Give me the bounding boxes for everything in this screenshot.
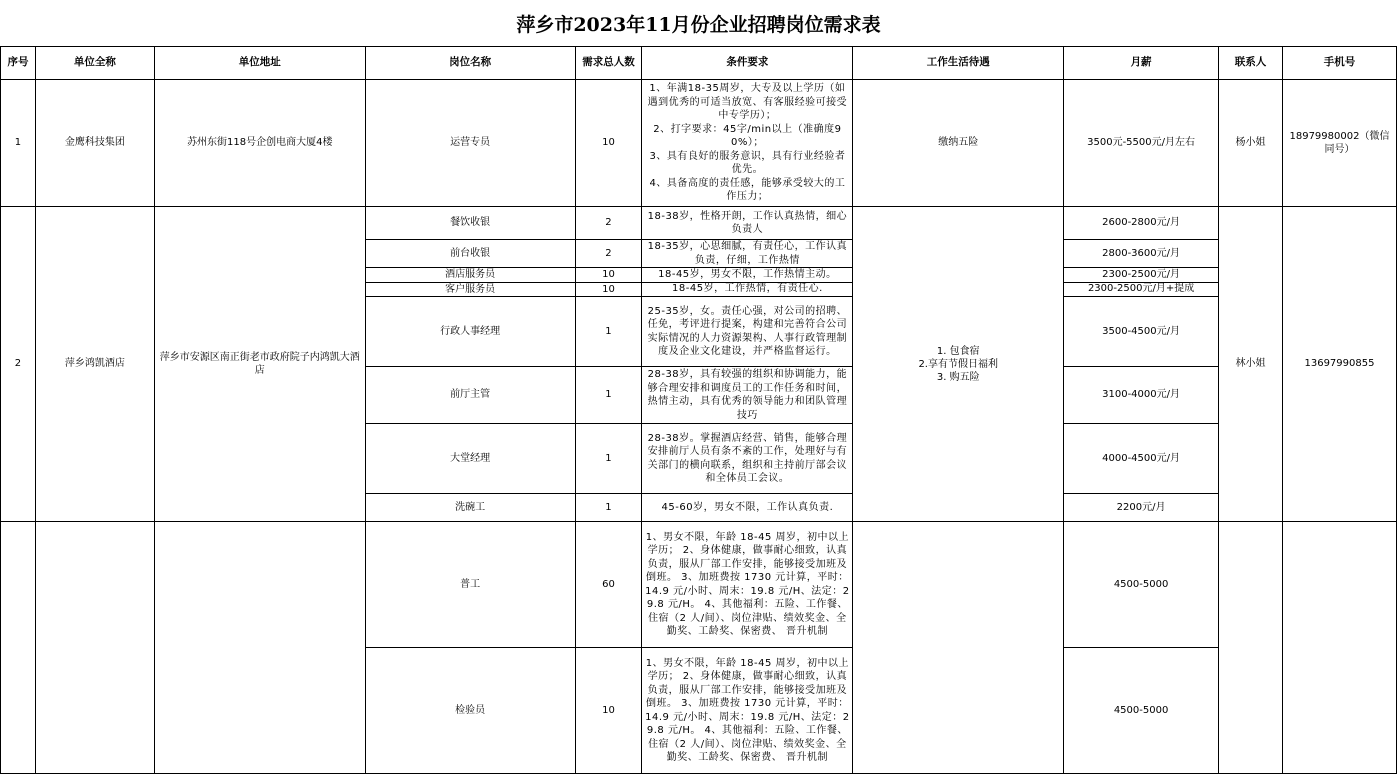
header-row bbox=[1, 47, 1397, 80]
cell-count[interactable]: 1 bbox=[575, 367, 642, 424]
cell-count[interactable]: 2 bbox=[575, 207, 642, 240]
cell-contact[interactable] bbox=[1219, 522, 1283, 774]
header-salary[interactable]: 月薪 bbox=[1064, 47, 1219, 80]
header-contact[interactable]: 联系人 bbox=[1219, 47, 1283, 80]
cell-company[interactable]: 金鹰科技集团 bbox=[35, 80, 154, 207]
cell-position[interactable]: 客户服务员 bbox=[365, 282, 575, 297]
welfare-line: 1. 包食宿 bbox=[936, 345, 980, 357]
header-no[interactable]: 序号 bbox=[1, 47, 36, 80]
cell-requirements[interactable]: 18-45岁，男女不限，工作热情主动。 bbox=[642, 268, 853, 283]
cell-salary[interactable]: 2600-2800元/月 bbox=[1064, 207, 1219, 240]
cell-position[interactable]: 洗碗工 bbox=[365, 494, 575, 522]
cell-count[interactable]: 2 bbox=[575, 240, 642, 268]
cell-requirements[interactable]: 45-60岁，男女不限，工作认真负责. bbox=[642, 494, 853, 522]
header-company[interactable]: 单位全称 bbox=[35, 47, 154, 80]
cell-company[interactable]: 萍乡鸿凯酒店 bbox=[35, 207, 154, 522]
cell-salary[interactable]: 2200元/月 bbox=[1064, 494, 1219, 522]
cell-requirements[interactable]: 1、男女不限，年龄 18-45 周岁，初中以上学历； 2、身体健康，做事耐心细致，认真负责，服从厂部工作安排，能够接受加班及倒班。 3、加班费按 1730 元计算，平时：14.9 元/小时、周末：19.8 元/H、法定：29.8 元/H。 4、其他福利：五险、工作餐、住宿（2 人/间）、岗位津贴、绩效奖金、全勤奖、工龄奖、保密费、 晋升机制 bbox=[642, 522, 853, 648]
cell-position[interactable]: 前厅主管 bbox=[365, 367, 575, 424]
cell-requirements[interactable]: 18-45岁，工作热情，有责任心. bbox=[642, 282, 853, 297]
cell-count[interactable]: 10 bbox=[575, 268, 642, 283]
cell-requirements[interactable]: 1、年满18-35周岁，大专及以上学历（如遇到优秀的可适当放宽、有客服经验可接受中专学历）； 2、打字要求：45字/min以上（准确度90%）； 3、具有良好的服务意识，具有行业经验者优先。 4、具备高度的责任感，能够承受较大的工作压力； bbox=[642, 80, 853, 207]
header-requirements[interactable]: 条件要求 bbox=[642, 47, 853, 80]
cell-contact[interactable]: 林小姐 bbox=[1219, 207, 1283, 522]
recruitment-table bbox=[0, 46, 1397, 774]
welfare-line: 2.享有节假日福利 bbox=[918, 358, 998, 370]
cell-count[interactable]: 1 bbox=[575, 424, 642, 494]
cell-salary[interactable]: 2800-3600元/月 bbox=[1064, 240, 1219, 268]
cell-position[interactable]: 运营专员 bbox=[365, 80, 575, 207]
cell-position[interactable]: 大堂经理 bbox=[365, 424, 575, 494]
sheet-title: 萍乡市2023年11月份企业招聘岗位需求表 bbox=[516, 13, 881, 36]
cell-position[interactable]: 普工 bbox=[365, 522, 575, 648]
cell-phone[interactable] bbox=[1282, 522, 1396, 774]
cell-address[interactable] bbox=[154, 522, 365, 774]
cell-position[interactable]: 检验员 bbox=[365, 648, 575, 774]
header-address[interactable]: 单位地址 bbox=[154, 47, 365, 80]
cell-address[interactable]: 苏州东街118号企创电商大厦4楼 bbox=[154, 80, 365, 207]
cell-requirements[interactable]: 1、男女不限，年龄 18-45 周岁，初中以上学历； 2、身体健康，做事耐心细致，认真负责，服从厂部工作安排，能够接受加班及倒班。 3、加班费按 1730 元计算，平时：14.9 元/小时、周末：19.8 元/H、法定：29.8 元/H。 4、其他福利：五险、工作餐、住宿（2 人/间）、岗位津贴、绩效奖金、全勤奖、工龄奖、保密费、 晋升机制 bbox=[642, 648, 853, 774]
cell-no[interactable] bbox=[1, 522, 36, 774]
welfare-line: 3. 购五险 bbox=[936, 371, 980, 383]
cell-no[interactable]: 1 bbox=[1, 80, 36, 207]
cell-salary[interactable]: 3500元-5500元/月左右 bbox=[1064, 80, 1219, 207]
cell-salary[interactable]: 3500-4500元/月 bbox=[1064, 297, 1219, 367]
header-phone[interactable]: 手机号 bbox=[1282, 47, 1396, 80]
cell-requirements[interactable]: 28-38岁。掌握酒店经营、销售，能够合理安排前厅人员有条不紊的工作，处理好与有关部门的横向联系，组织和主持前厅部会议和全体员工会议。 bbox=[642, 424, 853, 494]
cell-position[interactable]: 前台收银 bbox=[365, 240, 575, 268]
cell-position[interactable]: 餐饮收银 bbox=[365, 207, 575, 240]
cell-requirements[interactable]: 18-38岁，性格开朗，工作认真热情，细心负责人 bbox=[642, 207, 853, 240]
cell-count[interactable]: 10 bbox=[575, 282, 642, 297]
cell-phone[interactable]: 13697990855 bbox=[1282, 207, 1396, 522]
cell-count[interactable]: 1 bbox=[575, 494, 642, 522]
table-row bbox=[1, 522, 1397, 648]
cell-welfare[interactable]: 缴纳五险 bbox=[853, 80, 1064, 207]
cell-no[interactable]: 2 bbox=[1, 207, 36, 522]
table-row bbox=[1, 80, 1397, 207]
cell-contact[interactable]: 杨小姐 bbox=[1219, 80, 1283, 207]
cell-salary[interactable]: 2300-2500元/月+提成 bbox=[1064, 282, 1219, 297]
cell-count[interactable]: 10 bbox=[575, 80, 642, 207]
cell-requirements[interactable]: 18-35岁，心思细腻，有责任心，工作认真负责，仔细，工作热情 bbox=[642, 240, 853, 268]
cell-phone[interactable]: 18979980002（微信同号） bbox=[1282, 80, 1396, 207]
cell-count[interactable]: 1 bbox=[575, 297, 642, 367]
header-count[interactable]: 需求总人数 bbox=[575, 47, 642, 80]
cell-welfare[interactable] bbox=[853, 522, 1064, 774]
cell-requirements[interactable]: 25-35岁，女。责任心强，对公司的招聘、任免，考评进行提案，构建和完善符合公司实际情况的人力资源架构、人事行政管理制度及企业文化建设，并严格监督运行。 bbox=[642, 297, 853, 367]
cell-position[interactable]: 行政人事经理 bbox=[365, 297, 575, 367]
cell-count[interactable]: 60 bbox=[575, 522, 642, 648]
cell-salary[interactable]: 3100-4000元/月 bbox=[1064, 367, 1219, 424]
header-position[interactable]: 岗位名称 bbox=[365, 47, 575, 80]
cell-salary[interactable]: 4500-5000 bbox=[1064, 648, 1219, 774]
cell-address[interactable]: 萍乡市安源区南正街老市政府院子内鸿凯大酒店 bbox=[154, 207, 365, 522]
cell-company[interactable] bbox=[35, 522, 154, 774]
cell-salary[interactable]: 2300-2500元/月 bbox=[1064, 268, 1219, 283]
cell-count[interactable]: 10 bbox=[575, 648, 642, 774]
cell-salary[interactable]: 4500-5000 bbox=[1064, 522, 1219, 648]
cell-welfare[interactable] bbox=[853, 207, 1064, 522]
cell-salary[interactable]: 4000-4500元/月 bbox=[1064, 424, 1219, 494]
header-welfare[interactable]: 工作生活待遇 bbox=[853, 47, 1064, 80]
cell-position[interactable]: 酒店服务员 bbox=[365, 268, 575, 283]
table-row bbox=[1, 207, 1397, 240]
cell-requirements[interactable]: 28-38岁，具有较强的组织和协调能力，能够合理安排和调度员工的工作任务和时间，热情主动，具有优秀的领导能力和团队管理技巧 bbox=[642, 367, 853, 424]
